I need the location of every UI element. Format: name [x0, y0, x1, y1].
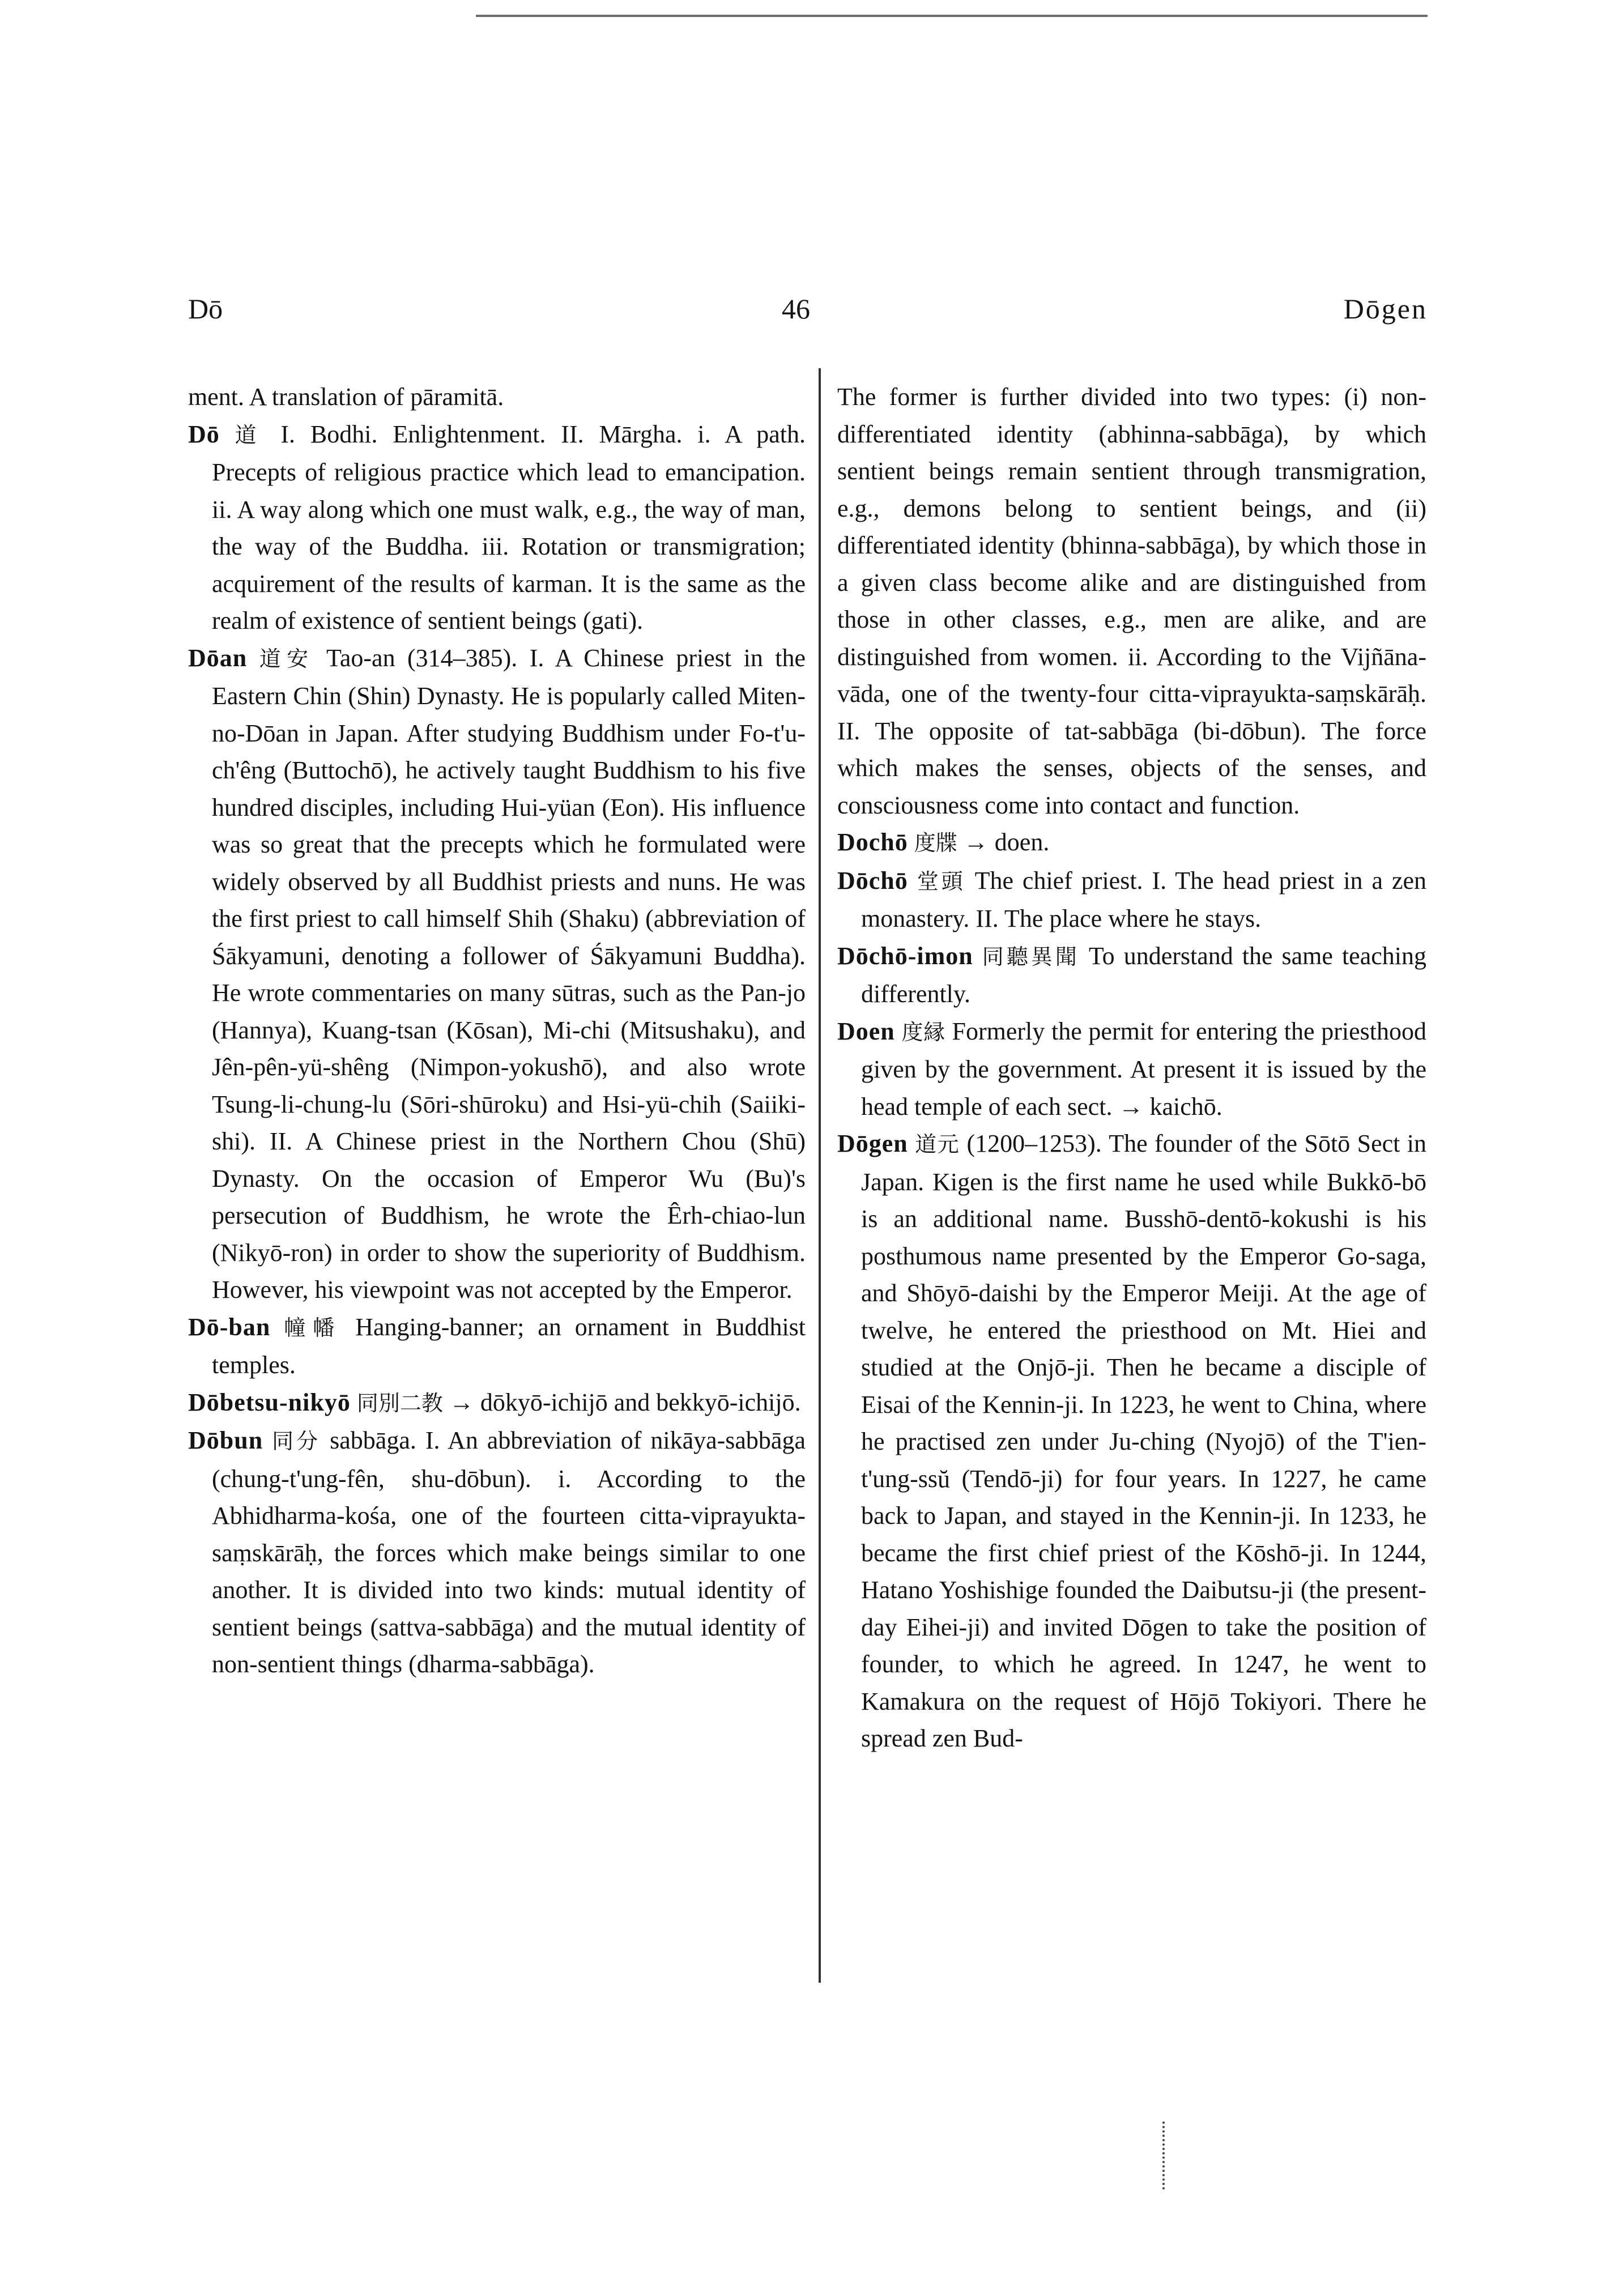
- cross-reference: → doen.: [963, 828, 1050, 856]
- definition: Formerly the permit for entering the priesthood given by the government. At present it is issued by the head temple of each sect. → kaichō.: [861, 1017, 1426, 1121]
- continued-text: The former is further divided into two types: (i) non-differentiated identity (abhinna-sabbāga), by which sentient beings remain sentient through transmigration, e.g., demons belong to sentient beings, and (ii) differentiated identity (bhinna-sabbāga), by which those in a given class become alike and are distinguished from those in other classes, e.g., men are alike, and are distinguished from women. ii. According to the Vijñāna-vāda, one of the twenty-four citta-viprayukta-saṃskārāḥ. II. The opposite of tat-sabbāga (bi-dōbun). The force which makes the senses, objects of the senses, and consciousness come into contact and function.: [837, 383, 1426, 819]
- definition: I. Bodhi. Enlightenment. II. Mārgha. i. A path. Precepts of religious practice which lead to emancipation. ii. A way along which one must walk, e.g., the way of man, the way of the Buddha. iii. Rotation or transmigration; acquirement of the results of karman. It is the same as the realm of existence of sentient beings (gati).: [212, 420, 806, 634]
- definition: Tao-an (314–385). I. A Chinese priest in the Eastern Chin (Shin) Dynasty. He is popularly called Miten-no-Dōan in Japan. After studying Buddhism under Fo-t'u-ch'êng (Buttochō), he actively taught Buddhism to his five hundred disciples, including Hui-yüan (Eon). His influence was so great that the precepts which he formulated were widely observed by all Buddhist priests and nuns. He was the first priest to call himself Shih (Shaku) (abbreviation of Śākyamuni, denoting a follower of Śākyamuni Buddha). He wrote commentaries on many sūtras, such as the Pan-jo (Hannya), Kuang-tsan (Kōsan), Mi-chi (Mitsushaku), and Jên-pên-yü-shêng (Nimpon-yokushō), and also wrote Tsung-li-chung-lu (Sōri-shūroku) and Hsi-yü-chih (Saiiki-shi). II. A Chinese priest in the Northern Chou (Shū) Dynasty. On the occasion of Emperor Wu (Bu)'s persecution of Buddhism, he wrote the Êrh-chiao-lun (Nikyō-ron) in order to show the superiority of Buddhism. However, his viewpoint was not accepted by the Emperor.: [212, 644, 806, 1304]
- headword: Doen: [837, 1017, 895, 1045]
- kanji: 度縁: [901, 1019, 945, 1045]
- headword: Dōan: [188, 644, 248, 672]
- kanji: 道安: [259, 646, 314, 671]
- top-rule: [476, 15, 1428, 17]
- definition: Hanging-banner; an ornament in Buddhist temples.: [212, 1313, 806, 1379]
- definition: sabbāga. I. An abbreviation of nikāya-sabbāga (chung-t'ung-fên, shu-dōbun). i. According to the Abhidharma-kośa, one of the fourteen citta-viprayukta-saṃskārāḥ, the forces which make beings similar to one another. It is divided into two kinds: mutual identity of sentient beings (sattva-sabbāga) and the mutual identity of non-sentient things (dharma-sabbāga).: [212, 1426, 806, 1678]
- page-number: 46: [782, 293, 810, 325]
- entry-dobun: [188, 1422, 806, 1683]
- entry-dogen: [837, 1125, 1426, 1757]
- headword: Dochō: [837, 828, 908, 856]
- entry-doan: [188, 640, 806, 1309]
- entry-do-ban: [188, 1309, 806, 1384]
- kanji: 同別二教: [356, 1390, 443, 1416]
- definition: (1200–1253). The founder of the Sōtō Sect in Japan. Kigen is the first name he used while Bukkō-bō is an additional name. Busshō-dentō-kokushi is his posthumous name presented by the Emperor Go-saga, and Shōyō-daishi by the Emperor Meiji. At the age of twelve, he entered the priesthood on Mt. Hiei and studied at the Onjō-ji. Then he became a disciple of Eisai of the Kennin-ji. In 1223, he went to China, where he practised zen under Ju-ching (Nyojō) of the T'ien-t'ung-ssŭ (Tendō-ji) for four years. In 1227, he came back to Japan, and stayed in the Kennin-ji. In 1233, he became the first chief priest of the Kōshō-ji. In 1244, Hatano Yoshishige founded the Daibutsu-ji (the present-day Eihei-ji) and invited Dōgen to take the position of founder, to which he agreed. In 1247, he went to Kamakura on the request of Hōjō Tokiyori. There he spread zen Bud-: [861, 1130, 1427, 1752]
- entry-docho-imon: [837, 938, 1426, 1013]
- entry-docho-head: [837, 862, 1426, 938]
- scan-artifact-dots: [1162, 2122, 1165, 2189]
- entry-do: [188, 416, 806, 640]
- cross-reference: → dōkyō-ichijō and bekkyō-ichijō.: [449, 1388, 801, 1416]
- kanji: 道: [235, 422, 266, 448]
- kanji: 度牒: [914, 830, 957, 855]
- continued-text: ment. A translation of pāramitā.: [188, 383, 504, 411]
- entry-doen: [837, 1013, 1426, 1126]
- headword: Dōchō-imon: [837, 942, 973, 970]
- definition: The chief priest. I. The head priest in a zen monastery. II. The place where he stays.: [861, 866, 1427, 932]
- entry-docho: [837, 824, 1426, 862]
- kanji: 幢幡: [284, 1315, 342, 1340]
- column-divider: [819, 368, 821, 1983]
- left-column: [188, 378, 806, 1683]
- headword: Dō: [188, 420, 220, 448]
- running-head-left: Dō: [188, 293, 223, 325]
- headword: Dō-ban: [188, 1313, 271, 1341]
- kanji: 堂頭: [917, 868, 966, 894]
- headword: Dōbun: [188, 1426, 263, 1454]
- headword: Dōbetsu-nikyō: [188, 1388, 351, 1416]
- kanji: 同分: [272, 1429, 321, 1454]
- headword: Dōgen: [837, 1130, 908, 1157]
- definition: To understand the same teaching differently.: [861, 942, 1426, 1008]
- entry-dobetsu-nikyo: [188, 1384, 806, 1422]
- kanji: 同聽異聞: [982, 944, 1080, 969]
- running-head-right: Dōgen: [1343, 293, 1428, 325]
- headword: Dōchō: [837, 866, 908, 894]
- right-column: [837, 378, 1426, 1757]
- kanji: 道元: [915, 1132, 960, 1157]
